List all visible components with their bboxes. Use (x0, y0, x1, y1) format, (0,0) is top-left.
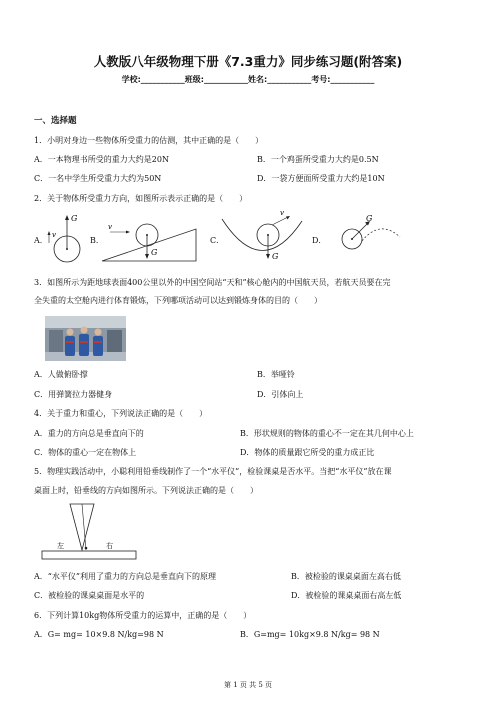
q2a-v-label: v (52, 231, 56, 239)
q5-left-label: 左 (57, 542, 64, 550)
q5-stem-line1: 5．物理实践活动中，小聪利用铅垂线制作了一个“水平仪”，检验课桌是否水平。当把“水平仪”放在课 (34, 467, 392, 476)
q5-option-b: B．被检验的课桌桌面左高右低 (291, 572, 401, 581)
q3-option-b: B．举哑铃 (257, 370, 295, 379)
q5-option-a: A．“水平仪”利用了重力的方向总是垂直向下的原理 (34, 572, 216, 581)
q2b-v-label: v (108, 223, 112, 231)
q6-option-b: B．G=mg= 10kg×9.8 N/kg= 98 N (240, 630, 380, 639)
q2c-v-label: v (280, 209, 284, 217)
q6-option-a: A．G= mg= 10×9.8 N/kg=98 N (34, 630, 164, 639)
q1-option-d: D．一袋方便面所受重力大约是10N (257, 174, 385, 183)
q6-stem: 6．下列计算10kg物体所受重力的运算中，正确的是（ ） (34, 611, 252, 620)
q3-option-d: D．引体向上 (257, 390, 304, 399)
q2-option-c: C． (210, 236, 225, 245)
q2-stem: 2．关于物体所受重力方向，如图所示表示正确的是（ ） (34, 194, 248, 203)
student-info-line: 学校:___________班级:___________姓名:___________考号:___________ (121, 75, 375, 84)
q3-option-a: A．人做俯卧撑 (34, 370, 88, 379)
q4-option-c: C．物体的重心一定在物体上 (34, 448, 137, 457)
q3-option-c: C．用弹簧拉力器健身 (34, 390, 113, 399)
q2-option-d: D． (312, 236, 327, 245)
q2-figure-c (222, 209, 302, 261)
q2-figures (0, 205, 496, 267)
q4-option-d: D．物体的质量跟它所受的重力成正比 (240, 448, 375, 457)
q2c-g-label: G (272, 252, 279, 261)
q4-option-a: A．重力的方向总是垂直向下的 (34, 429, 144, 438)
q5-right-label: 右 (106, 542, 113, 550)
q1-option-c: C．一名中学生所受重力大约为50N (34, 174, 162, 183)
q1-stem: 1．小明对身边一些物体所受重力的估测，其中正确的是（ ） (34, 136, 264, 145)
page-title: 人教版八年级物理下册《7.3重力》同步练习题(附答案) (93, 54, 403, 69)
page-footer: 第 1 页 共 5 页 (223, 681, 273, 689)
q1-option-a: A．一本物理书所受的重力大约是20N (34, 155, 169, 164)
q4-option-b: B．形状规则的物体的重心不一定在其几何中心上 (240, 429, 414, 438)
q2d-g-label: G (366, 214, 373, 223)
q4-stem: 4．关于重力和重心，下列说法正确的是（ ） (34, 409, 208, 418)
q2a-g-label: G (71, 214, 78, 223)
q2-figure-d (342, 214, 400, 249)
q5-option-c: C．被检验的课桌桌面是水平的 (34, 591, 145, 600)
q1-option-b: B．一个鸡蛋所受重力大约是0.5N (257, 155, 379, 164)
q2-figure-a (48, 214, 81, 262)
q2-option-a: A． (34, 236, 48, 245)
astronauts-photo (45, 316, 126, 361)
q2-option-b: B． (90, 236, 104, 245)
q3-stem-line2: 全失重的太空舱内进行体育锻炼，下列哪项活动可以达到锻炼身体的目的（ ） (34, 296, 322, 305)
q5-option-d: D．被检验的课桌桌面右高左低 (291, 591, 402, 600)
q2-figure-b (102, 223, 196, 261)
section-heading: 一、选择题 (34, 116, 77, 126)
q5-stem-line2: 桌面上时，铅垂线的方向如图所示。下列说法正确的是（ ） (34, 486, 258, 495)
q2b-g-label: G (151, 248, 158, 257)
q3-stem-line1: 3．如图所示为距地球表面400公里以外的中国空间站“天和”核心舱内的中国航天员，若航天员要在完 (34, 278, 391, 287)
q5-level-figure (40, 500, 140, 562)
